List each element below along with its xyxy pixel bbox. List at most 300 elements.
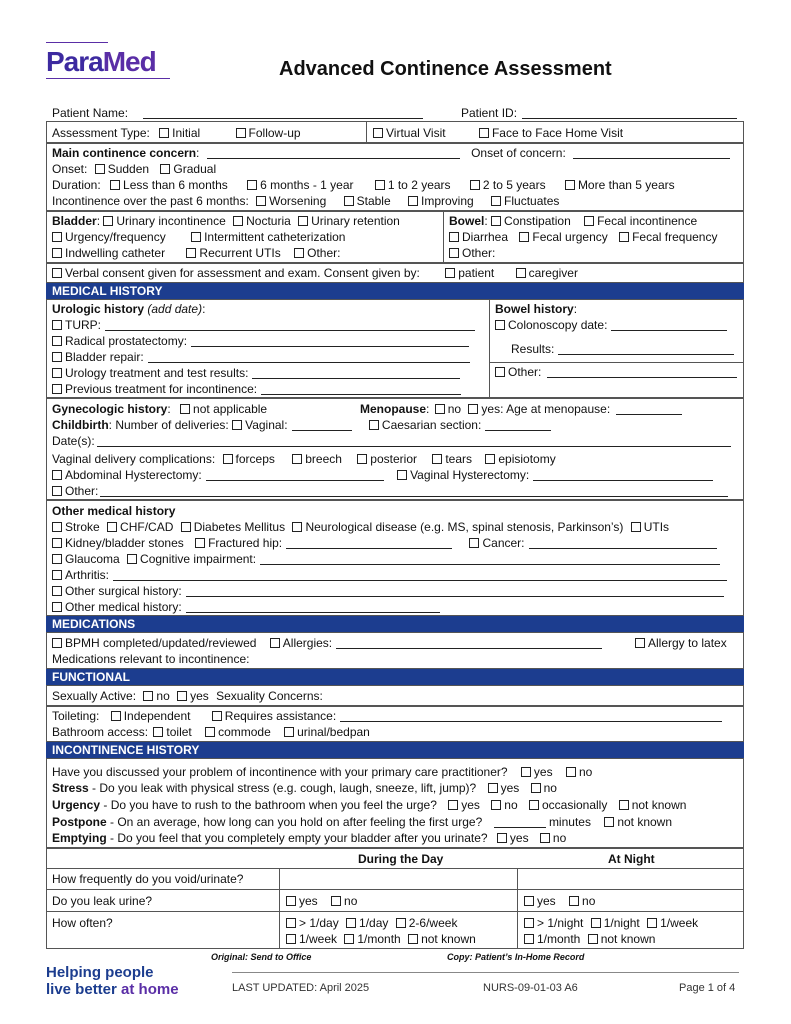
postpone-question: - On an average, how long can you hold on after feeling the first urge? — [106, 815, 483, 829]
checkbox[interactable] — [519, 232, 529, 242]
opt-no: no — [552, 831, 567, 845]
postpone-row — [52, 815, 672, 829]
bowel-other-label: Other: — [508, 365, 542, 379]
urologic-field[interactable] — [105, 319, 475, 331]
patient-id-label: Patient ID: — [461, 106, 518, 120]
night-often-row-2 — [524, 932, 655, 946]
checkbox[interactable] — [491, 216, 501, 226]
opt-not-known: not known — [617, 815, 673, 829]
incontinence-trend-label: Incontinence over the past 6 months: — [52, 194, 249, 208]
night-often-row-1 — [524, 916, 698, 930]
opt-yes: yes — [509, 831, 529, 845]
checkbox[interactable] — [448, 800, 458, 810]
checkbox[interactable] — [346, 918, 356, 928]
tagline-line-2a: live better — [46, 981, 122, 998]
opt-worsening: Worsening — [269, 194, 327, 208]
opt-bladder: Intermittent catheterization — [204, 230, 346, 244]
opt-bowel: Fecal urgency — [532, 230, 608, 244]
urologic-item — [52, 350, 470, 364]
checkbox[interactable] — [491, 800, 501, 810]
opt-vdc: breech — [305, 452, 342, 466]
checkbox[interactable] — [524, 934, 534, 944]
opt-freq: not known — [421, 932, 476, 946]
opt-bladder: Urinary incontinence — [116, 214, 226, 228]
checkbox[interactable] — [635, 638, 645, 648]
opt-no: no — [344, 894, 358, 908]
emptying-label: Emptying — [52, 831, 107, 845]
menopause-age-field[interactable] — [616, 403, 682, 415]
checkbox[interactable] — [495, 367, 505, 377]
checkbox[interactable] — [52, 522, 62, 532]
checkbox[interactable] — [52, 320, 62, 330]
checkbox[interactable] — [292, 522, 302, 532]
checkbox[interactable] — [191, 232, 201, 242]
checkbox[interactable] — [195, 538, 205, 548]
checkbox[interactable] — [233, 216, 243, 226]
patient-row — [52, 106, 423, 120]
checkbox[interactable] — [491, 196, 501, 206]
checkbox[interactable] — [153, 727, 163, 737]
checkbox[interactable] — [619, 232, 629, 242]
opt-yes: yes — [190, 689, 209, 703]
checkbox[interactable] — [103, 216, 113, 226]
opt-face-to-face: Face to Face Home Visit — [491, 126, 624, 140]
consent-text: Verbal consent given for assessment and exam. Consent given by: — [65, 266, 420, 280]
page-title: Advanced Continence Assessment — [279, 58, 612, 80]
checkbox[interactable] — [566, 767, 576, 777]
checkbox[interactable] — [52, 384, 62, 394]
opt-kidney-stones: Kidney/bladder stones — [65, 536, 184, 550]
checkbox[interactable] — [449, 248, 459, 258]
tagline-line-2b: at home — [121, 981, 179, 998]
vag-hysterectomy-field[interactable] — [533, 469, 713, 481]
checkbox[interactable] — [298, 216, 308, 226]
stress-row — [52, 781, 557, 795]
opt-duration: Less than 6 months — [123, 178, 228, 192]
checkbox[interactable] — [236, 128, 246, 138]
discussed-row — [52, 765, 592, 779]
checkbox[interactable] — [52, 602, 62, 612]
checkbox[interactable] — [52, 368, 62, 378]
opt-bladder: Urgency/frequency — [65, 230, 166, 244]
urologic-item — [52, 334, 469, 348]
urologic-item — [52, 318, 475, 332]
menopause-row: Menopause: no yes: Age at menopause: — [360, 402, 682, 416]
opt-bowel: Fecal incontinence — [597, 214, 698, 228]
checkbox[interactable] — [540, 833, 550, 843]
duration-label: Duration: — [52, 178, 101, 192]
bowel-other-field[interactable] — [547, 366, 737, 378]
checkbox[interactable] — [435, 404, 445, 414]
results-field[interactable] — [558, 343, 734, 355]
q-leak: Do you leak urine? — [52, 894, 153, 908]
checkbox[interactable] — [52, 570, 62, 580]
opt-fractured-hip: Fractured hip: — [208, 536, 283, 550]
opt-vdc: episiotomy — [498, 452, 556, 466]
tagline-line-1: Helping people — [46, 964, 154, 981]
checkbox[interactable] — [95, 164, 105, 174]
bladder-row-2 — [52, 230, 345, 244]
opt-follow-up: Follow-up — [248, 126, 301, 140]
urologic-item — [52, 366, 460, 380]
main-concern-row — [52, 146, 730, 160]
opt-menopause-yes: yes: Age at menopause: — [481, 402, 611, 416]
checkbox[interactable] — [52, 638, 62, 648]
checkbox[interactable] — [270, 638, 280, 648]
checkbox[interactable] — [52, 586, 62, 596]
checkbox[interactable] — [647, 918, 657, 928]
opt-menopause-no: no — [447, 402, 462, 416]
checkbox[interactable] — [397, 470, 407, 480]
onset-row — [52, 162, 216, 176]
checkbox[interactable] — [286, 896, 296, 906]
visit-type-row — [373, 126, 623, 140]
checkbox[interactable] — [396, 918, 406, 928]
checkbox[interactable] — [488, 783, 498, 793]
abd-hysterectomy-field[interactable] — [206, 469, 384, 481]
opt-glaucoma: Glaucoma — [65, 552, 120, 566]
night-leak-opts — [524, 894, 595, 908]
menopause-label: Menopause — [360, 402, 427, 416]
checkbox[interactable] — [619, 800, 629, 810]
checkbox[interactable] — [565, 180, 575, 190]
gyn-other-field[interactable] — [100, 485, 728, 497]
patient-name-label: Patient Name: — [52, 106, 129, 120]
consent-row — [52, 266, 578, 280]
urologic-field[interactable] — [261, 383, 461, 395]
opt-vaginal: Vaginal: — [245, 418, 288, 432]
checkbox[interactable] — [375, 180, 385, 190]
cognitive-field[interactable] — [260, 553, 720, 565]
bladder-row-1: Bladder: Urinary incontinence Nocturia Urinary retention — [52, 214, 400, 228]
opt-cognitive: Cognitive impairment: — [140, 552, 257, 566]
cancer-field[interactable] — [529, 537, 717, 549]
checkbox[interactable] — [52, 486, 62, 496]
vdc-row — [52, 452, 556, 466]
urologic-field[interactable] — [252, 367, 460, 379]
opt-fluctuates: Fluctuates — [504, 194, 560, 208]
checkbox[interactable] — [344, 196, 354, 206]
checkbox[interactable] — [529, 800, 539, 810]
main-concern-label: Main continence concern — [52, 146, 197, 160]
checkbox[interactable] — [521, 767, 531, 777]
opt-independent: Independent — [123, 709, 191, 723]
opt-yes: yes — [461, 798, 480, 812]
checkbox[interactable] — [205, 727, 215, 737]
abd-hysterectomy-label: Abdominal Hysterectomy: — [65, 468, 202, 482]
checkbox[interactable] — [52, 248, 62, 258]
checkbox[interactable] — [286, 934, 296, 944]
opt-caesarian: Caesarian section: — [381, 418, 482, 432]
bowel-row-1: Bowel: Constipation Fecal incontinence — [449, 214, 698, 228]
checkbox[interactable] — [569, 896, 579, 906]
latex-row — [635, 636, 727, 650]
dates-row — [52, 434, 731, 448]
arthritis-field[interactable] — [113, 569, 727, 581]
day-often-row-2 — [286, 932, 476, 946]
checkbox[interactable] — [292, 454, 302, 464]
other-medical-row-3 — [52, 552, 720, 566]
footer-copy: Copy: Patient’s In-Home Record — [447, 952, 585, 962]
bladder-label: Bladder — [52, 214, 97, 228]
deliveries-label: Number of deliveries: — [115, 418, 229, 432]
urologic-item-label: TURP: — [65, 318, 101, 332]
opt-bowel: Constipation — [504, 214, 571, 228]
toileting-label: Toileting: — [52, 709, 100, 723]
other-medical-row-2 — [52, 536, 717, 550]
checkbox[interactable] — [177, 691, 187, 701]
opt-freq: 1/week — [660, 916, 699, 930]
checkbox[interactable] — [52, 352, 62, 362]
checkbox[interactable] — [588, 934, 598, 944]
minutes-field[interactable] — [494, 816, 546, 828]
vaginal-field[interactable] — [292, 419, 352, 431]
emptying-question: - Do you feel that you completely empty your bladder after you urinate? — [106, 831, 488, 845]
opt-latex: Allergy to latex — [648, 636, 727, 650]
opt-freq: 1/month — [537, 932, 581, 946]
checkbox[interactable] — [524, 918, 534, 928]
assessment-type-label: Assessment Type: — [52, 126, 150, 140]
checkbox[interactable] — [445, 268, 455, 278]
caesarian-field[interactable] — [485, 419, 551, 431]
checkbox[interactable] — [469, 538, 479, 548]
opt-initial: Initial — [172, 126, 201, 140]
urologic-label: Urologic history — [52, 302, 145, 316]
bladder-row-3 — [52, 246, 340, 260]
opt-freq: > 1/day — [299, 916, 339, 930]
gyn-other-label: Other: — [65, 484, 99, 498]
opt-virtual: Virtual Visit — [386, 126, 446, 140]
results-label: Results: — [511, 342, 555, 356]
opt-freq: 1/week — [299, 932, 338, 946]
opt-bowel: Other: — [462, 246, 496, 260]
checkbox[interactable] — [212, 711, 222, 721]
checkbox[interactable] — [497, 833, 507, 843]
bathroom-label: Bathroom access: — [52, 725, 149, 739]
footer-code: NURS-09-01-03 A6 — [483, 982, 578, 994]
opt-yes: yes — [537, 894, 556, 908]
vdc-label: Vaginal delivery complications: — [52, 452, 216, 466]
dates-label: Date(s): — [52, 434, 95, 448]
opt-condition: CHF/CAD — [120, 520, 174, 534]
section-incontinence-history: INCONTINENCE HISTORY — [46, 742, 744, 758]
checkbox[interactable] — [159, 128, 169, 138]
opt-not-known: not known — [631, 798, 687, 812]
opt-allergies: Allergies: — [282, 636, 333, 650]
onset-of-concern-field[interactable] — [573, 147, 730, 159]
checkbox[interactable] — [516, 268, 526, 278]
medications-row-1 — [52, 636, 602, 650]
checkbox[interactable] — [357, 454, 367, 464]
sexuality-row — [52, 689, 323, 703]
patient-name-field[interactable] — [143, 107, 423, 119]
opt-freq: 2-6/week — [408, 916, 458, 930]
fractured-hip-field[interactable] — [286, 537, 452, 549]
other-medical-row-1 — [52, 520, 669, 534]
opt-yes: yes — [299, 894, 318, 908]
opt-medical: Other medical history: — [65, 600, 182, 614]
toileting-row — [52, 709, 722, 723]
onset-label: Onset: — [52, 162, 88, 176]
opt-vdc: tears — [445, 452, 473, 466]
urgency-label: Urgency — [52, 798, 101, 812]
stress-label: Stress — [52, 781, 89, 795]
checkbox[interactable] — [180, 404, 190, 414]
opt-condition: Neurological disease (e.g. MS, spinal stenosis, Parkinson’s) — [305, 520, 624, 534]
checkbox[interactable] — [294, 248, 304, 258]
opt-freq: > 1/night — [537, 916, 584, 930]
opt-duration: More than 5 years — [577, 178, 675, 192]
checkbox[interactable] — [52, 268, 62, 278]
discussed-question: Have you discussed your problem of incontinence with your primary care practitioner? — [52, 765, 508, 779]
section-functional: FUNCTIONAL — [46, 669, 744, 685]
checkbox[interactable] — [107, 522, 117, 532]
opt-stable: Stable — [356, 194, 391, 208]
medications-relevant: Medications relevant to incontinence: — [52, 652, 250, 666]
checkbox[interactable] — [468, 404, 478, 414]
checkbox[interactable] — [110, 180, 120, 190]
checkbox[interactable] — [631, 522, 641, 532]
urologic-note: (add date) — [147, 302, 203, 316]
opt-cancer: Cancer: — [482, 536, 525, 550]
opt-freq: 1/month — [357, 932, 401, 946]
patient-id-row — [461, 106, 737, 120]
postpone-label: Postpone — [52, 815, 107, 829]
checkbox[interactable] — [160, 164, 170, 174]
incontinence-trend-row — [52, 194, 559, 208]
checkbox[interactable] — [127, 554, 137, 564]
checkbox[interactable] — [331, 896, 341, 906]
opt-not-applicable: not applicable — [193, 402, 268, 416]
opt-freq: 1/day — [359, 916, 389, 930]
bowel-other-row — [495, 365, 737, 379]
opt-yes: yes — [533, 765, 553, 779]
dates-field[interactable] — [97, 435, 731, 447]
logo-med: Med — [102, 46, 156, 77]
checkbox[interactable] — [143, 691, 153, 701]
gyn-row: Gynecologic history: not applicable — [52, 402, 268, 416]
checkbox[interactable] — [232, 420, 242, 430]
checkbox[interactable] — [591, 918, 601, 928]
medical-row — [52, 600, 440, 614]
checkbox[interactable] — [604, 817, 614, 827]
checkbox[interactable] — [284, 727, 294, 737]
checkbox[interactable] — [369, 420, 379, 430]
opt-no: no — [504, 798, 518, 812]
checkbox[interactable] — [408, 196, 418, 206]
section-medical-history: MEDICAL HISTORY — [46, 283, 744, 299]
opt-duration: 1 to 2 years — [387, 178, 451, 192]
checkbox[interactable] — [247, 180, 257, 190]
opt-vdc: forceps — [235, 452, 275, 466]
opt-gradual: Gradual — [173, 162, 217, 176]
checkbox[interactable] — [524, 896, 534, 906]
opt-freq: 1/night — [603, 916, 640, 930]
childbirth-row: Childbirth: Number of deliveries: Vaginal: Caesarian section: — [52, 418, 551, 432]
colonoscopy-label: Colonoscopy date: — [508, 318, 608, 332]
q-frequency: How frequently do you void/urinate? — [52, 872, 244, 886]
checkbox[interactable] — [495, 320, 505, 330]
gyn-other-row — [52, 484, 728, 498]
main-concern-colon: : — [196, 146, 200, 160]
opt-toilet: toilet — [166, 725, 192, 739]
checkbox[interactable] — [52, 554, 62, 564]
checkbox[interactable] — [111, 711, 121, 721]
opt-surgical: Other surgical history: — [65, 584, 182, 598]
checkbox[interactable] — [223, 454, 233, 464]
opt-bladder: Urinary retention — [311, 214, 400, 228]
checkbox[interactable] — [52, 538, 62, 548]
checkbox[interactable] — [485, 454, 495, 464]
bathroom-row — [52, 725, 370, 739]
checkbox[interactable] — [344, 934, 354, 944]
urologic-item-label: Bladder repair: — [65, 350, 144, 364]
checkbox[interactable] — [408, 934, 418, 944]
checkbox[interactable] — [52, 470, 62, 480]
urologic-field[interactable] — [148, 351, 470, 363]
checkbox[interactable] — [584, 216, 594, 226]
q-how-often: How often? — [52, 916, 113, 930]
colonoscopy-row — [495, 318, 727, 332]
checkbox[interactable] — [479, 128, 489, 138]
checkbox[interactable] — [373, 128, 383, 138]
surgical-field[interactable] — [186, 585, 724, 597]
checkbox[interactable] — [470, 180, 480, 190]
opt-improving: Improving — [421, 194, 474, 208]
bowel-row-3 — [449, 246, 495, 260]
opt-no: no — [156, 689, 170, 703]
opt-caregiver: caregiver — [528, 266, 578, 280]
checkbox[interactable] — [432, 454, 442, 464]
checkbox[interactable] — [52, 232, 62, 242]
opt-bpmh: BPMH completed/updated/reviewed — [65, 636, 257, 650]
patient-id-field[interactable] — [522, 107, 737, 119]
checkbox[interactable] — [449, 232, 459, 242]
urologic-heading: Urologic history (add date): — [52, 302, 206, 316]
vag-hysterectomy-label: Vaginal Hysterectomy: — [410, 468, 530, 482]
duration-row — [52, 178, 675, 192]
bowel-row-2 — [449, 230, 717, 244]
allergies-field[interactable] — [336, 637, 602, 649]
checkbox[interactable] — [286, 918, 296, 928]
assistance-field[interactable] — [340, 710, 722, 722]
opt-bowel: Diarrhea — [462, 230, 509, 244]
urologic-item-label: Radical prostatectomy: — [65, 334, 188, 348]
colonoscopy-field[interactable] — [611, 319, 727, 331]
checkbox[interactable] — [181, 522, 191, 532]
childbirth-label: Childbirth — [52, 418, 109, 432]
other-medical-heading: Other medical history — [52, 504, 176, 518]
medical-field[interactable] — [186, 601, 440, 613]
checkbox[interactable] — [52, 336, 62, 346]
opt-patient: patient — [458, 266, 495, 280]
checkbox[interactable] — [256, 196, 266, 206]
sexually-active-label: Sexually Active: — [52, 689, 137, 703]
opt-arthritis: Arthritis: — [65, 568, 110, 582]
opt-condition: Diabetes Mellitus — [193, 520, 286, 534]
section-medications: MEDICATIONS — [46, 616, 744, 632]
minutes-label: minutes — [548, 815, 591, 829]
gyn-label: Gynecologic history — [52, 402, 168, 416]
checkbox[interactable] — [186, 248, 196, 258]
opt-vdc: posterior — [370, 452, 417, 466]
main-concern-field[interactable] — [207, 147, 460, 159]
opt-sudden: Sudden — [107, 162, 150, 176]
logo-para: Para — [46, 46, 103, 77]
checkbox[interactable] — [531, 783, 541, 793]
opt-no: no — [578, 765, 593, 779]
urologic-field[interactable] — [191, 335, 469, 347]
